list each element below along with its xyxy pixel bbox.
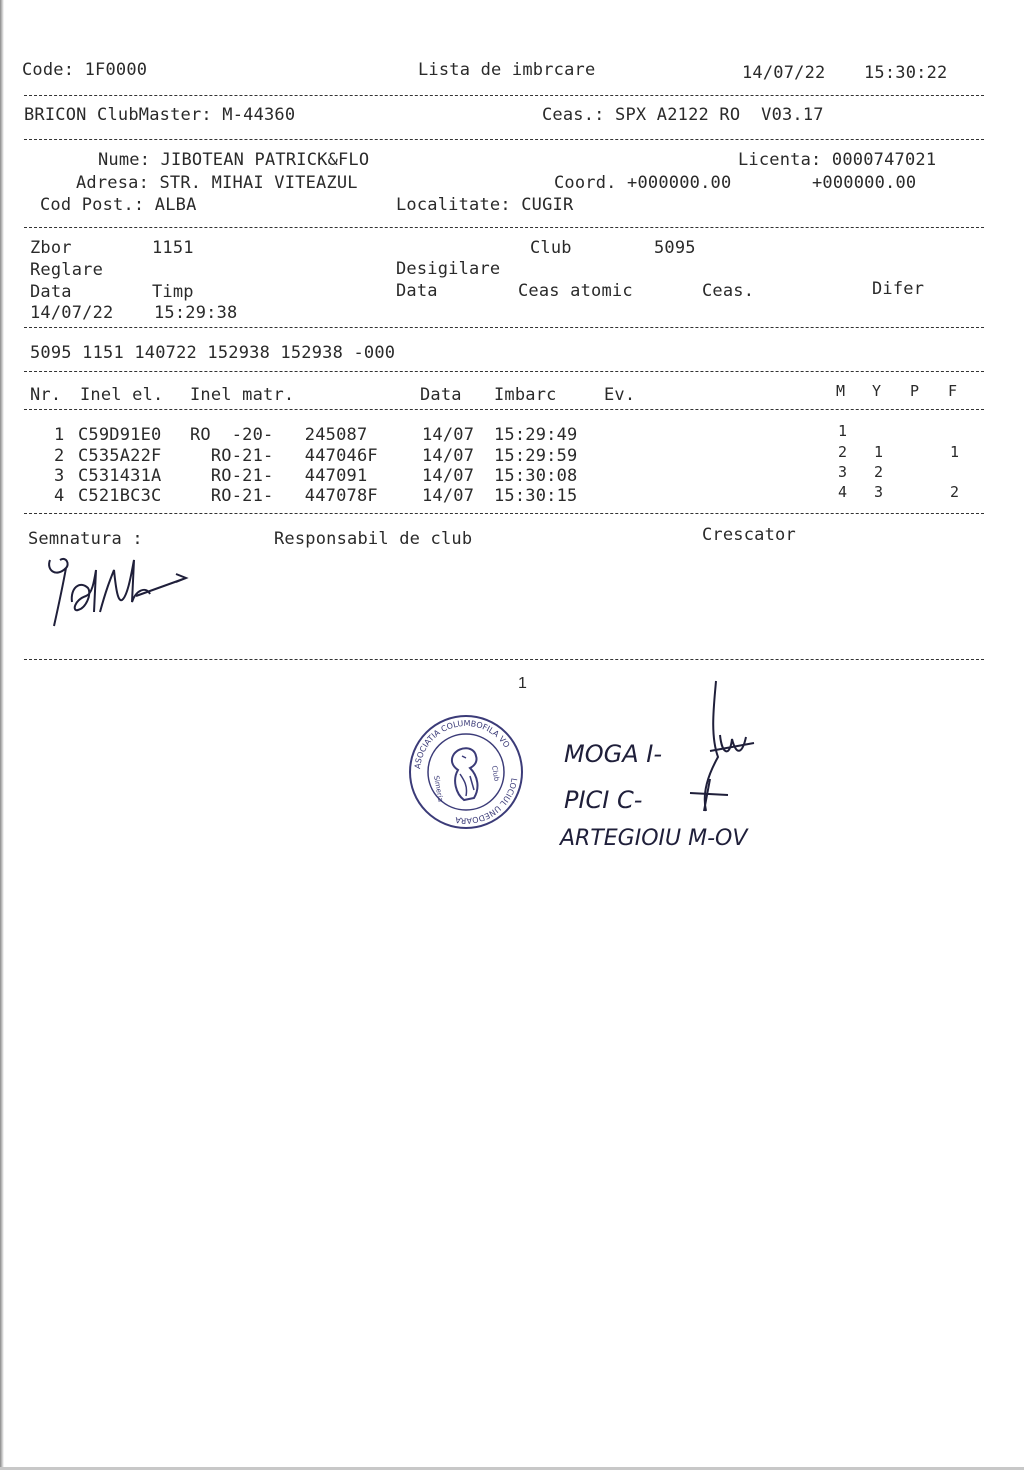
row-nr: 3 [54,466,65,486]
row-imbarc: 15:29:49 [494,425,578,445]
row-data: 14/07 [422,486,475,506]
timp-label: Timp [152,282,194,302]
svg-text:Simeria: Simeria [432,774,445,803]
row-data: 14/07 [422,425,475,445]
divider [24,659,984,660]
ceas-atomic-label: Ceas atomic [518,281,633,301]
col-header-data: Data [420,385,462,405]
page-number: 1 [518,675,528,692]
club-stamp [404,710,528,834]
divider [24,327,984,328]
signature-label: Semnatura : [28,529,143,549]
row-inel-el: C531431A [78,466,162,486]
reglare-label: Reglare [30,260,104,280]
col-header-m: M [836,382,846,400]
row-inel-matr: RO-21- 447091 [190,466,378,486]
row-inel-el: C521BC3C [78,486,162,506]
svg-text:LOCIUL UNEDOARA: LOCIUL UNEDOARA [454,777,519,826]
row-m: 2 [838,443,848,461]
club-responsible-label: Responsabil de club [274,529,473,549]
code-line: 5095 1151 140722 152938 152938 -000 [30,343,396,363]
owner-license: Licenta: 0000747021 [738,150,937,170]
row-imbarc: 15:30:15 [494,486,578,506]
row-inel-el: C59D91E0 [78,425,162,445]
clock-id: Ceas.: SPX A2122 RO V03.17 [542,105,824,125]
col-header-y: Y [872,382,882,400]
reglare-time: 15:29:38 [154,303,238,323]
divider [24,409,984,410]
divider [24,139,984,140]
row-nr: 2 [54,446,65,466]
row-m: 4 [838,483,848,501]
svg-text:Club: Club [490,764,501,782]
row-m: 1 [838,422,848,440]
locality: Localitate: CUGIR [396,195,574,215]
row-y: 1 [874,443,884,461]
handwritten-initials [680,675,770,815]
col-header-inel-matr: Inel matr. [190,385,295,405]
row-f: 2 [950,483,960,501]
document-title: Lista de imbrcare [418,60,596,80]
club-label: Club [530,238,572,258]
row-inel-matr: RO-21- 447046F [190,446,378,466]
code-label: Code: 1F0000 [22,60,148,80]
col-header-ev: Ev. [604,385,636,405]
divider [24,95,984,96]
row-imbarc: 15:29:59 [494,446,578,466]
breeder-label: Crescator [702,525,796,545]
row-inel-el: C535A22F [78,446,162,466]
row-data: 14/07 [422,466,475,486]
difer-label: Difer [872,279,925,299]
col-header-p: P [910,382,920,400]
coord-value: +000000.00 [812,173,917,193]
handwritten-line-3: ARTEGIOIU M-OV [560,826,748,851]
row-y: 3 [874,483,884,501]
signature-image [36,530,196,630]
print-time: 15:30:22 [864,63,948,83]
page-edge-left [0,0,4,1470]
reglare-date: 14/07/22 [30,303,114,323]
divider [24,227,984,228]
divider [24,371,984,372]
clubmaster-id: BRICON ClubMaster: M-44360 [24,105,296,125]
row-y: 2 [874,463,884,481]
coord-label: Coord. +000000.00 [554,173,732,193]
row-imbarc: 15:30:08 [494,466,578,486]
handwritten-line-1: MOGA I- [564,740,662,768]
row-nr: 4 [54,486,65,506]
owner-address: Adresa: STR. MIHAI VITEAZUL [76,173,358,193]
row-data: 14/07 [422,446,475,466]
data-label: Data [30,282,72,302]
row-f: 1 [950,443,960,461]
ceas-label: Ceas. [702,281,755,301]
owner-name: Nume: JIBOTEAN PATRICK&FLO [98,150,370,170]
row-m: 3 [838,463,848,481]
club-value: 5095 [654,238,696,258]
print-date: 14/07/22 [742,63,826,83]
zbor-label: Zbor [30,238,72,258]
row-inel-matr: RO-21- 447078F [190,486,378,506]
row-nr: 1 [54,425,65,445]
handwritten-line-2: PICI C- [564,786,643,814]
desigilare-label: Desigilare [396,259,501,279]
data2-label: Data [396,281,438,301]
col-header-imbarc: Imbarc [494,385,557,405]
postal-code: Cod Post.: ALBA [40,195,197,215]
col-header-inel-el: Inel el. [80,385,164,405]
col-header-f: F [948,382,958,400]
svg-text:ASOCIATIA COLUMBOFILA VO: ASOCIATIA COLUMBOFILA VO [413,718,512,770]
divider [24,513,984,514]
zbor-value: 1151 [152,238,194,258]
col-header-nr: Nr. [30,385,62,405]
row-inel-matr: RO -20- 245087 [190,425,368,445]
